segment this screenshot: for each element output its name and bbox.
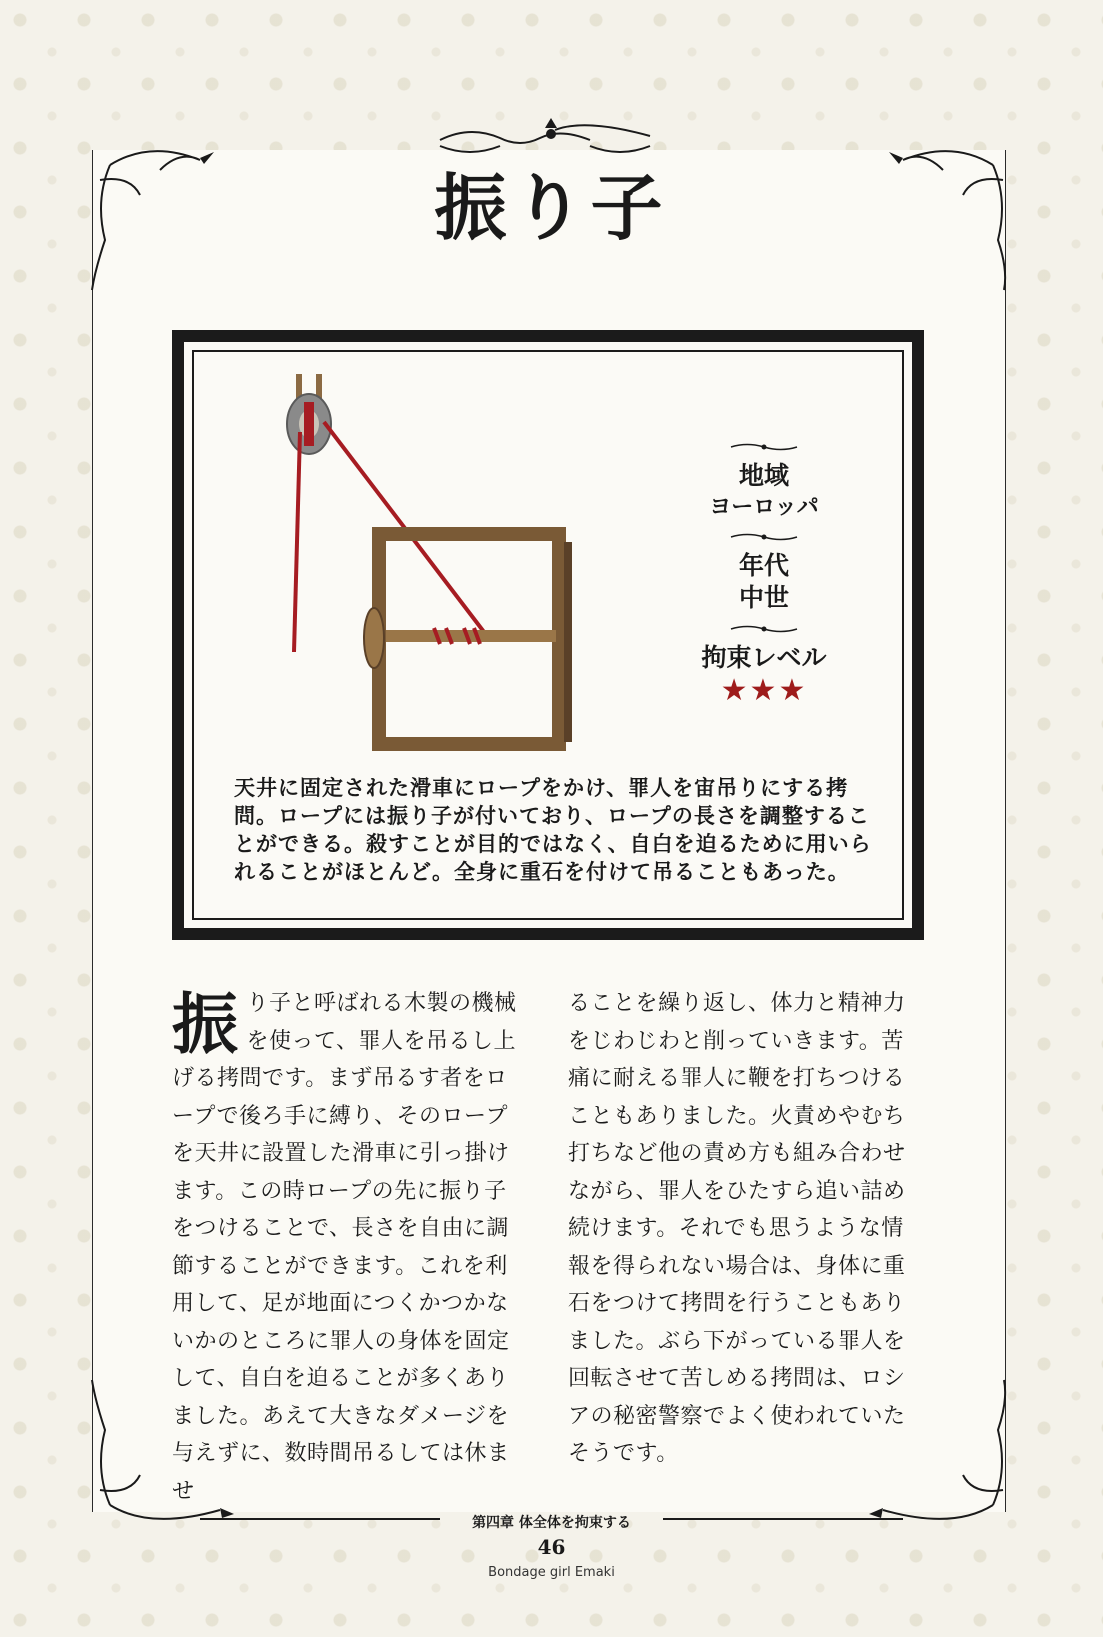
info-description: 天井に固定された滑車にロープをかけ、罪人を宙吊りにする拷問。ロープには振り子が付いており、ロープの長さを調整することができる。殺すことが目的ではなく、自白を迫るために用いられることがほとんど。全身に重石を付けて吊ることもあった。 (234, 776, 872, 884)
hanging-rope (294, 432, 300, 652)
wooden-crossbar (386, 630, 556, 642)
drop-cap: 振 (172, 985, 239, 1063)
book-title: Bondage girl Emaki (488, 1565, 615, 1580)
body-column-left (172, 985, 522, 1510)
info-box-inner-border (192, 350, 904, 920)
body-text-left: り子と呼ばれる木製の機械を使って、罪人を吊るし上げる拷問です。まず吊るす者をロープで後ろ手に縛り、そのロープを天井に設置した滑車に引っ掛けます。この時ロープの先に振り子をつけることで、長さを自由に調節することができます。これを利用して、足が地面につくかつかないかのところに罪人の身体を固定して、自白を迫ることが多くありました。あえて大きなダメージを与えずに、数時間吊るしては休ませ (172, 991, 517, 1504)
separator-ornament (729, 442, 799, 452)
page-number: 46 (537, 1535, 566, 1559)
pulley-rope-wrap (304, 402, 314, 446)
chapter-title: 第四章 体全体を拘束する (472, 1515, 631, 1531)
info-box (172, 330, 924, 940)
pendulum-device-illustration (274, 362, 604, 762)
restraint-level-stars: ★★★ (720, 673, 808, 708)
region-value: ヨーロッパ (709, 494, 819, 520)
era-label: 年代 (738, 551, 789, 580)
crank-wheel (364, 608, 384, 668)
wooden-frame-shadow (564, 542, 572, 742)
era-value: 中世 (738, 583, 789, 612)
region-label: 地域 (738, 461, 789, 490)
info-meta (674, 432, 854, 708)
restraint-level-label: 拘束レベル (701, 643, 827, 672)
separator-ornament (729, 532, 799, 542)
page-title: 振り子 (434, 165, 669, 250)
separator-ornament (729, 624, 799, 634)
body-column-right: ることを繰り返し、体力と精神力をじわじわと削っていきます。苦痛に耐える罪人に鞭を打ちつけることもありました。火責めやむち打ちなど他の責め方も組み合わせながら、罪人をひたすら追い詰め続けます。それでも思うような情報を得られない場合は、身体に重石をつけて拷問を行うこともありました。ぶら下がっている罪人を回転させて苦しめる拷問は、ロシアの秘密警察でよく使われていたそうです。 (568, 991, 906, 1466)
